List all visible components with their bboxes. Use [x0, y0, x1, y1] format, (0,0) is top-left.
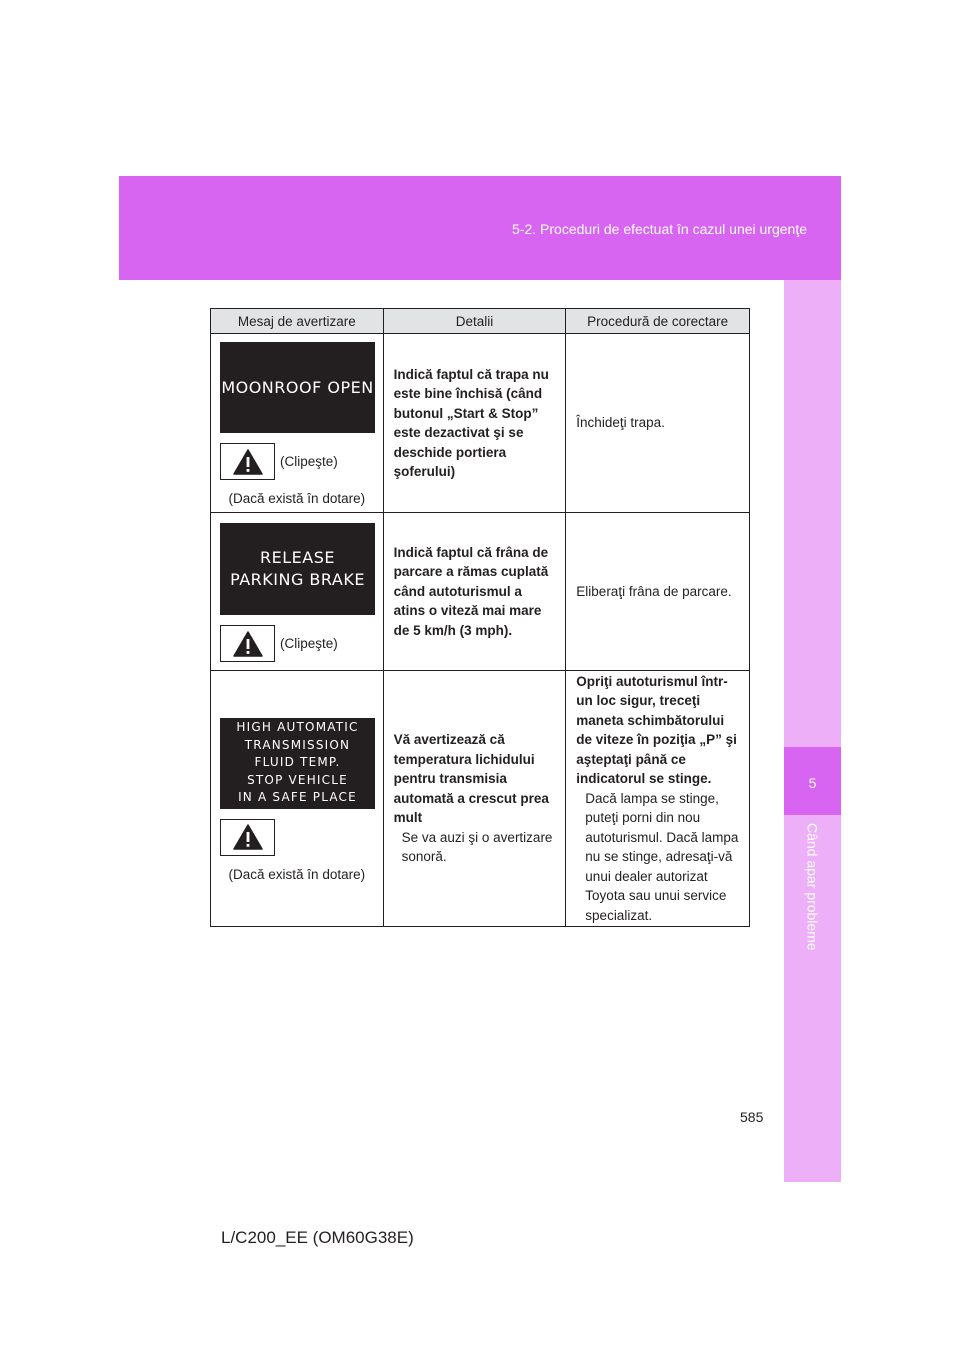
blink-note: (Clipeşte) [280, 636, 338, 651]
warning-icon [220, 443, 275, 480]
details-cell [383, 334, 566, 513]
display-line: IN A SAFE PLACE [238, 790, 357, 805]
availability-note: (Dacă există în dotare) [228, 491, 366, 506]
details-extra-text: Se va auzi şi o avertizare sonoră. [401, 829, 553, 865]
table-header-row [211, 309, 750, 334]
section-title: 5-2. Proceduri de efectuat în cazul unei urgenţe [512, 221, 807, 237]
chapter-title-box [784, 815, 841, 1015]
display-message [220, 523, 375, 615]
procedure-cell [566, 671, 750, 927]
warning-row [220, 625, 374, 662]
availability-note: (Dacă există în dotare) [228, 866, 366, 882]
table-row [211, 513, 750, 671]
header-band [119, 176, 841, 280]
display-line: TRANSMISSION [244, 737, 351, 752]
display-line: FLUID TEMP. [254, 755, 341, 770]
warning-table [210, 308, 750, 927]
procedure-bold-text: Opriţi autoturismul într-un loc sigur, treceţi maneta schimbătorului de viteze în poziţia „P” şi aşteptaţi până ce indicatorul se stinge. [576, 673, 737, 787]
warning-row [220, 819, 374, 856]
display-line: HIGH AUTOMATIC [236, 720, 359, 735]
chapter-title: Când apar probleme [804, 823, 821, 951]
display-line: MOONROOF OPEN [221, 378, 374, 397]
table-row [211, 671, 750, 927]
display-line: STOP VEHICLE [247, 772, 348, 787]
message-cell [211, 334, 384, 513]
document-code: L/C200_EE (OM60G38E) [221, 1228, 414, 1247]
page-number: 585 [740, 1109, 764, 1125]
details-cell [383, 671, 566, 927]
display-line: RELEASE [260, 548, 335, 567]
procedure-text: Eliberaţi frâna de parcare. [576, 583, 732, 599]
details-text: Indică faptul că trapa nu este bine închisă (când butonul „Start & Stop” este dezactivat şi se deschide portiera şoferului) [393, 366, 549, 479]
warning-icon [220, 819, 275, 856]
chapter-number: 5 [808, 775, 817, 791]
column-header: Detalii [383, 309, 566, 334]
warning-icon [220, 625, 275, 662]
message-cell [211, 513, 384, 671]
table-row [211, 334, 750, 513]
display-line: PARKING BRAKE [230, 570, 365, 589]
message-cell [211, 671, 384, 927]
details-text: Vă avertizează că temperatura lichidului pentru transmisia automată a crescut prea mult [393, 732, 549, 826]
procedure-text: Dacă lampa se stinge, puteţi porni din nou autoturismul. Dacă lampa nu se stinge, adresaţi-vă unui dealer autorizat Toyota sau unui service specializat. [585, 790, 739, 923]
chapter-number-box [784, 747, 841, 815]
details-text: Indică faptul că frâna de parcare a rămas cuplată când autoturismul a atins o viteză mai mare de 5 km/h (3 mph). [393, 544, 549, 638]
display-message [220, 718, 375, 809]
side-tab [784, 280, 841, 1182]
procedure-cell [566, 334, 750, 513]
procedure-text: Închideţi trapa. [576, 415, 665, 431]
display-message [220, 342, 375, 433]
column-header: Procedură de corectare [566, 309, 750, 334]
warning-row [220, 443, 374, 480]
blink-note: (Clipeşte) [280, 454, 338, 469]
procedure-cell [566, 513, 750, 671]
details-cell [383, 513, 566, 671]
column-header: Mesaj de avertizare [211, 309, 384, 334]
